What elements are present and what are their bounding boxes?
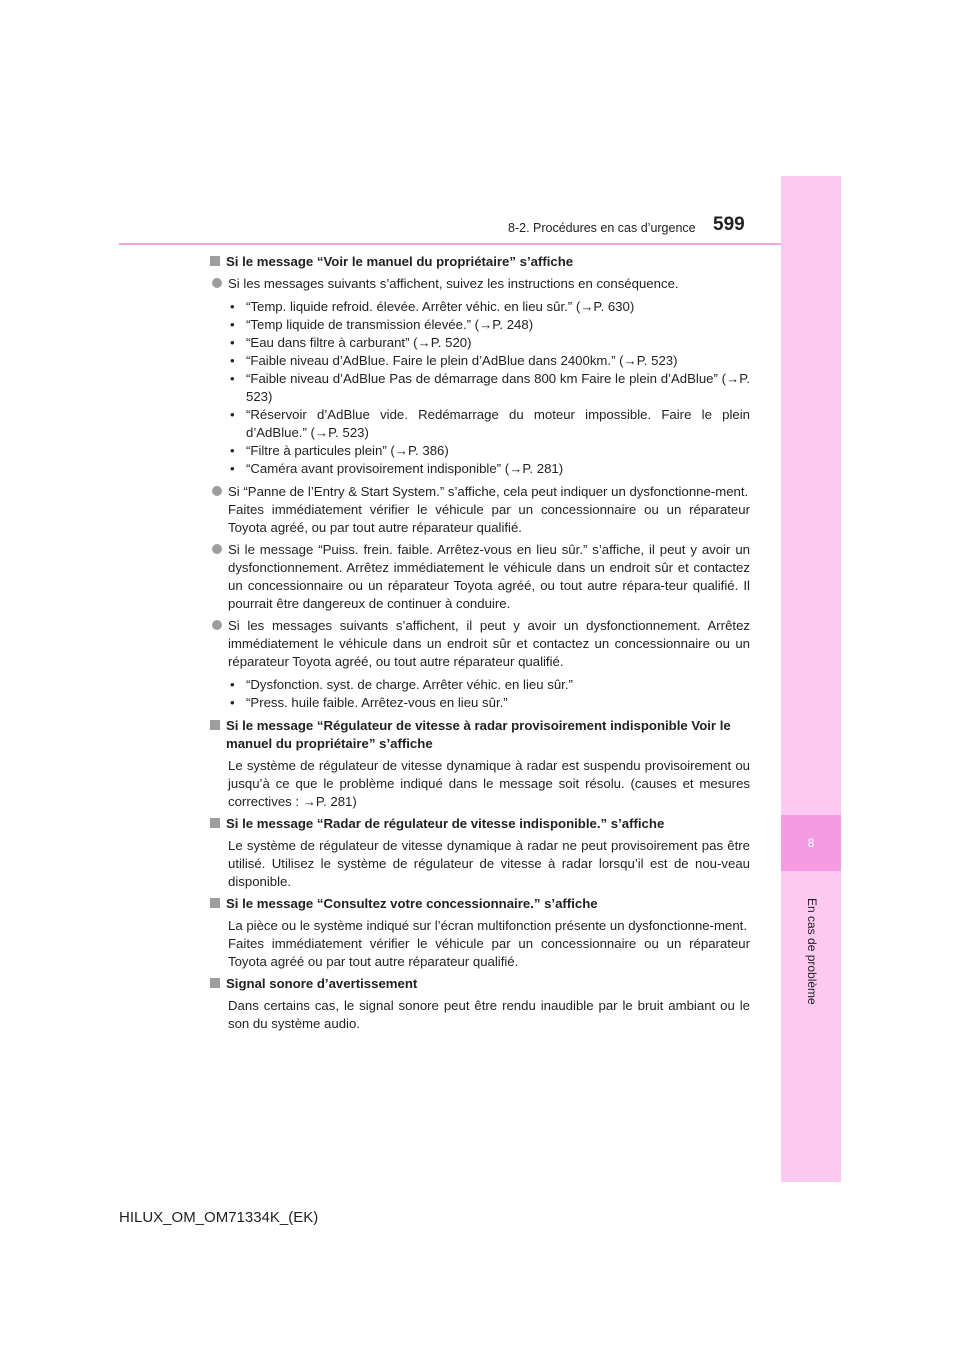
chapter-side-tab xyxy=(781,176,841,1182)
section-body: Le système de régulateur de vitesse dynamique à radar ne peut provisoirement pas être utilisé. Utilisez le système de régulateur de vitesse à radar lorsqu’il est de nou-veau disponible. xyxy=(228,838,750,889)
list-item: • “Temp liquide de transmission élevée.” (→P. 248) xyxy=(230,317,534,332)
bullet-paragraph: Si le message “Puiss. frein. faible. Arrêtez-vous en lieu sûr.” s’affiche, il peut y avoir un dysfonctionnement. Arrêtez immédiatement le véhicule dans un endroit sûr et contactez un concessionnaire ou un réparateur Toyota agréé, ou tout autre répara-teur qualifié. Il pourrait être dangereux de continuer à conduire. xyxy=(210,541,750,613)
list-item: • “Temp. liquide refroid. élevée. Arrêter véhic. en lieu sûr.” (→P. 630) xyxy=(230,299,635,314)
circle-bullet-icon xyxy=(212,278,222,288)
square-bullet-icon xyxy=(210,720,220,730)
section-heading: Signal sonore d’avertissement xyxy=(210,975,750,993)
section-heading: Si le message “Voir le manuel du propriétaire” s’affiche xyxy=(210,253,750,271)
circle-bullet-icon xyxy=(212,620,222,630)
square-bullet-icon xyxy=(210,898,220,908)
square-bullet-icon xyxy=(210,978,220,988)
message-list xyxy=(210,298,750,478)
chapter-title-vertical: En cas de problème xyxy=(805,898,819,1005)
bullet-paragraph: Si les messages suivants s’affichent, il peut y avoir un dysfonctionnement. Arrêtez immédiatement le véhicule dans un endroit sûr et contactez un concessionnaire ou un réparateur Toyota agréé, ou tout autre réparateur qualifié. xyxy=(210,617,750,671)
list-item: • “Filtre à particules plein” (→P. 386) xyxy=(230,443,449,458)
square-bullet-icon xyxy=(210,818,220,828)
header-section-title: 8-2. Procédures en cas d’urgence xyxy=(508,221,696,235)
square-bullet-icon xyxy=(210,256,220,266)
list-item: • “Faible niveau d’AdBlue Pas de démarrage dans 800 km Faire le plein d’AdBlue” (→P. 523) xyxy=(230,371,750,404)
bullet-paragraph: Si les messages suivants s’affichent, suivez les instructions en conséquence. xyxy=(210,275,750,293)
section-heading: Si le message “Radar de régulateur de vitesse indisponible.” s’affiche xyxy=(210,815,750,833)
header-divider xyxy=(119,243,781,245)
section-heading: Si le message “Régulateur de vitesse à radar provisoirement indisponible Voir le manuel du propriétaire” s’affiche xyxy=(210,717,750,753)
section-body: La pièce ou le système indiqué sur l’écran multifonction présente un dysfonctionne-ment. Faites immédiatement vérifier le véhicule par un concessionnaire ou un réparateur Toyota agréé ou par tout autre réparateur qualifié. xyxy=(228,918,750,969)
list-item: • “Faible niveau d’AdBlue. Faire le plein d’AdBlue dans 2400km.” (→P. 523) xyxy=(230,353,678,368)
footer-doc-code: HILUX_OM_OM71334K_(EK) xyxy=(119,1209,319,1226)
chapter-number-badge: 8 xyxy=(781,815,841,871)
bullet-paragraph: Si “Panne de l’Entry & Start System.” s’affiche, cela peut indiquer un dysfonctionne-ment. Faites immédiatement vérifier le véhicule par un concessionnaire ou un réparateur Toyota agréé, ou par tout autre réparateur qualifié. xyxy=(210,483,750,537)
message-list xyxy=(210,676,750,712)
section-body: Dans certains cas, le signal sonore peut être rendu inaudible par le bruit ambiant ou le son du système audio. xyxy=(228,998,750,1031)
list-item: • “Press. huile faible. Arrêtez-vous en lieu sûr.” xyxy=(230,695,508,710)
page-content xyxy=(210,253,750,1037)
list-item: • “Dysfonction. syst. de charge. Arrêter véhic. en lieu sûr.” xyxy=(230,677,573,692)
circle-bullet-icon xyxy=(212,486,222,496)
list-item: • “Caméra avant provisoirement indisponible” (→P. 281) xyxy=(230,461,564,476)
list-item: • “Réservoir d’AdBlue vide. Redémarrage du moteur impossible. Faire le plein d’AdBlue.” (→P. 523) xyxy=(230,407,750,440)
page-number: 599 xyxy=(713,214,745,235)
circle-bullet-icon xyxy=(212,544,222,554)
section-heading: Si le message “Consultez votre concessionnaire.” s’affiche xyxy=(210,895,750,913)
list-item: • “Eau dans filtre à carburant” (→P. 520) xyxy=(230,335,472,350)
section-body: Le système de régulateur de vitesse dynamique à radar est suspendu provisoirement ou jusqu’à ce que le problème indiqué dans le message soit résolu. (causes et mesures correctives : →P. 281) xyxy=(228,758,750,809)
